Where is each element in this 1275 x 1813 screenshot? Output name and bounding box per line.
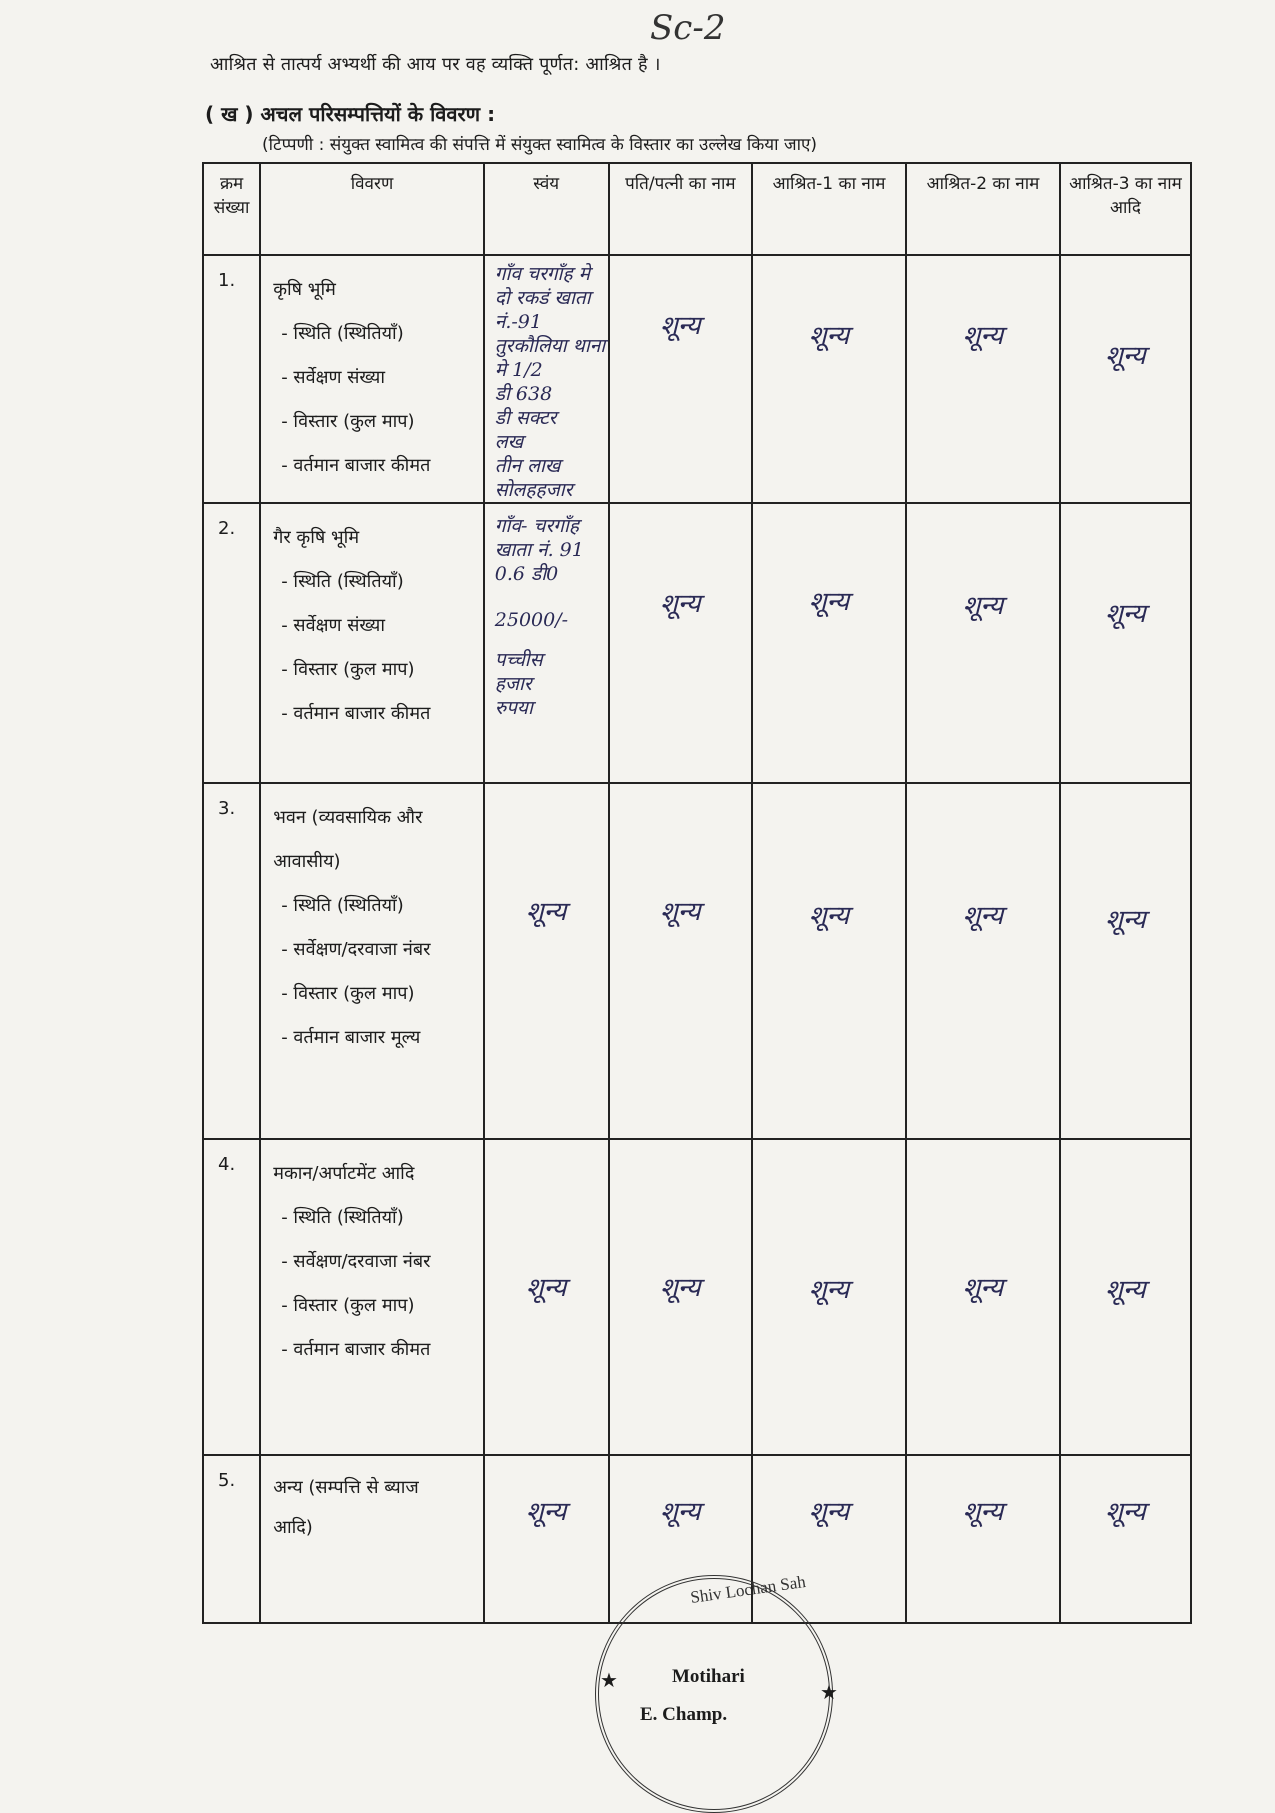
header-dependent-2: आश्रित-2 का नाम [906, 163, 1060, 255]
row-details [260, 783, 484, 1139]
row-title: मकान/अर्पाटमेंट आदि [273, 1163, 415, 1184]
row-title: अन्य (सम्पत्ति से ब्याज आदि) [273, 1477, 419, 1538]
spouse-cell [609, 1139, 753, 1455]
header-dependent-3: आश्रित-3 का नाम आदि [1060, 163, 1191, 255]
handwritten-line: गाँव चरगाँह मे [494, 263, 590, 285]
dependent-2-cell [906, 783, 1060, 1139]
section-note: (टिप्पणी : संयुक्त स्वामित्व की संपत्ति में संयुक्त स्वामित्व के विस्तार का उल्लेख किया जाए) [262, 135, 818, 155]
self-cell [484, 783, 609, 1139]
stamp-district: E. Champ. [640, 1704, 728, 1725]
row-item: - स्थिति (स्थितियाँ) [281, 895, 404, 916]
row-title: गैर कृषि भूमि [273, 527, 360, 548]
row-item: - स्थिति (स्थितियाँ) [281, 571, 404, 592]
handwritten-value: शून्य [1105, 1275, 1146, 1305]
row-item: - स्थिति (स्थितियाँ) [281, 323, 404, 344]
dependent-definition-note: आश्रित से तात्पर्य अभ्यर्थी की आय पर वह व्यक्ति पूर्णत: आश्रित है । [210, 54, 661, 75]
row-item: - वर्तमान बाजार कीमत [281, 703, 431, 724]
dependent-1-cell [752, 1139, 906, 1455]
self-cell [484, 1139, 609, 1455]
row-details [260, 1139, 484, 1455]
handwritten-value: शून्य [1105, 1497, 1146, 1527]
handwritten-value: शून्य [808, 1275, 850, 1305]
row-item: - सर्वेक्षण संख्या [281, 367, 386, 388]
page-code: Sc-2 [650, 8, 726, 48]
handwritten-value: शून्य [962, 901, 1004, 931]
dependent-1-cell [752, 255, 906, 503]
header-spouse: पति/पत्नी का नाम [609, 163, 753, 255]
handwritten-line: खाता नं. 91 [494, 539, 584, 561]
handwritten-value: शून्य [808, 587, 850, 617]
handwritten-line: पच्चीस [494, 649, 543, 671]
self-cell [484, 503, 609, 783]
handwritten-line: हजार [494, 673, 532, 695]
handwritten-value: शून्य [525, 897, 567, 927]
handwritten-value: शून्य [808, 1497, 850, 1527]
section-title: ( ख ) अचल परिसम्पत्तियों के विवरण : [205, 102, 496, 126]
handwritten-line: डी 638 [494, 383, 553, 405]
header-dependent-1: आश्रित-1 का नाम [752, 163, 906, 255]
row-item: - विस्तार (कुल माप) [281, 659, 415, 680]
handwritten-value: शून्य [660, 311, 701, 341]
spouse-cell [609, 783, 753, 1139]
handwritten-value: शून्य [962, 1497, 1004, 1527]
self-cell [484, 1455, 609, 1623]
row-item: - स्थिति (स्थितियाँ) [281, 1207, 404, 1228]
table-row [203, 503, 1191, 783]
dependent-2-cell [906, 1139, 1060, 1455]
handwritten-line: दो रकडं खाता नं.-91 [494, 287, 591, 333]
row-serial: 3. [203, 783, 260, 1139]
row-serial: 5. [203, 1455, 260, 1623]
row-item: - विस्तार (कुल माप) [281, 1295, 415, 1316]
handwritten-value: शून्य [660, 897, 701, 927]
handwritten-line: गाँव- चरगाँह [494, 515, 579, 537]
table-row [203, 783, 1191, 1139]
row-details [260, 1455, 484, 1623]
dependent-2-cell [906, 1455, 1060, 1623]
handwritten-line: लख [494, 431, 524, 453]
handwritten-value: शून्य [1105, 599, 1146, 629]
table-row [203, 255, 1191, 503]
dependent-1-cell [752, 783, 906, 1139]
row-title: भवन (व्यवसायिक और आवासीय) [273, 807, 423, 872]
star-icon: ★ [600, 1668, 618, 1692]
handwritten-value: शून्य [962, 321, 1004, 351]
row-item: - वर्तमान बाजार मूल्य [281, 1027, 421, 1048]
table-row [203, 1139, 1191, 1455]
row-serial: 2. [203, 503, 260, 783]
spouse-cell [609, 255, 753, 503]
dependent-3-cell [1060, 1455, 1191, 1623]
dependent-2-cell [906, 503, 1060, 783]
dependent-3-cell [1060, 255, 1191, 503]
self-cell [484, 255, 609, 503]
row-title: कृषि भूमि [273, 279, 336, 300]
row-item: - सर्वेक्षण/दरवाजा नंबर [281, 939, 431, 960]
row-details [260, 255, 484, 503]
handwritten-line: 25000/- [494, 609, 569, 631]
dependent-3-cell [1060, 783, 1191, 1139]
row-item: - वर्तमान बाजार कीमत [281, 1339, 431, 1360]
handwritten-value: शून्य [962, 1273, 1004, 1303]
handwritten-value: शून्य [962, 591, 1004, 621]
spouse-cell [609, 503, 753, 783]
dependent-1-cell [752, 503, 906, 783]
dependent-3-cell [1060, 1139, 1191, 1455]
handwritten-line: तीन लाख [494, 455, 561, 477]
handwritten-value: शून्य [1105, 905, 1146, 935]
dependent-2-cell [906, 255, 1060, 503]
handwritten-value: शून्य [1105, 341, 1146, 371]
row-serial: 1. [203, 255, 260, 503]
handwritten-line: सोलहहजार [494, 479, 573, 501]
handwritten-value: शून्य [660, 1273, 701, 1303]
header-self: स्वंय [484, 163, 609, 255]
row-item: - विस्तार (कुल माप) [281, 411, 415, 432]
star-icon: ★ [820, 1680, 838, 1704]
handwritten-line: तुरकौलिया थाना मे 1/2 [494, 335, 606, 381]
header-details: विवरण [260, 163, 484, 255]
immovable-assets-table [202, 162, 1192, 1624]
stamp-arc-text: Shiv Lochan Sah [689, 1572, 807, 1607]
handwritten-value: शून्य [808, 901, 850, 931]
handwritten-value: शून्य [660, 1497, 701, 1527]
official-stamp [595, 1575, 833, 1813]
stamp-place: Motihari [672, 1666, 745, 1687]
handwritten-value: शून्य [660, 589, 701, 619]
row-item: - विस्तार (कुल माप) [281, 983, 415, 1004]
row-serial: 4. [203, 1139, 260, 1455]
row-item: - सर्वेक्षण/दरवाजा नंबर [281, 1251, 431, 1272]
header-serial: क्रम संख्या [203, 163, 260, 255]
handwritten-line: डी सक्टर [494, 407, 557, 429]
row-item: - वर्तमान बाजार कीमत [281, 455, 431, 476]
handwritten-line: रुपया [494, 697, 533, 719]
handwritten-value: शून्य [525, 1273, 567, 1303]
row-details [260, 503, 484, 783]
handwritten-value: शून्य [525, 1497, 567, 1527]
handwritten-line: 0.6 डी0 [494, 563, 559, 585]
row-item: - सर्वेक्षण संख्या [281, 615, 386, 636]
handwritten-value: शून्य [808, 321, 850, 351]
dependent-3-cell [1060, 503, 1191, 783]
